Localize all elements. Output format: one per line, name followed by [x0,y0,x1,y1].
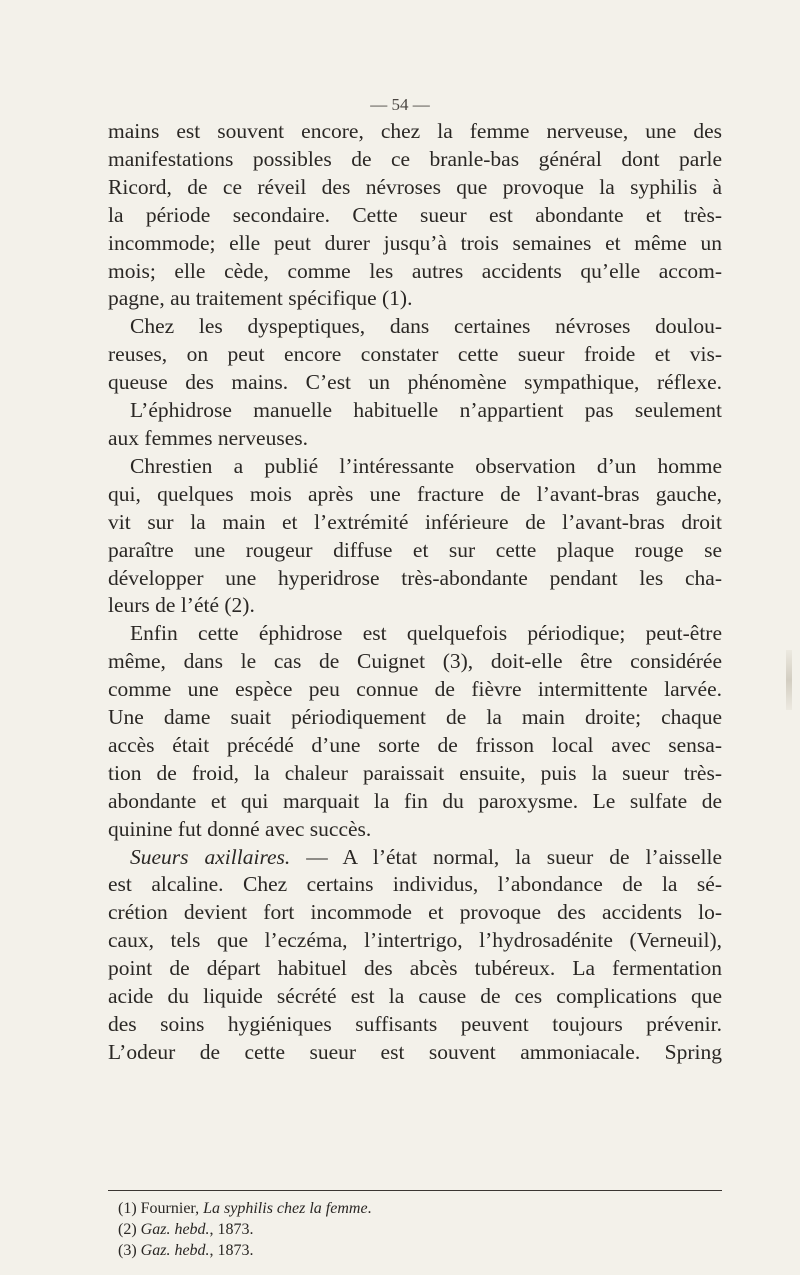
text-line [108,565,722,593]
text-line [108,899,722,927]
footnote [118,1240,718,1261]
text-line [108,202,722,230]
footnote-source: La syphilis chez la femme [203,1200,368,1217]
line-text: vit sur la main et l’extrémité inférieure de l’avant-bras droit [108,509,722,534]
line-text: est alcaline. Chez certains individus, l’abondance de la sé- [108,872,722,897]
text-line [108,927,722,955]
text-line [108,397,722,425]
text-line [108,1039,722,1067]
line-text: incommode; elle peut durer jusqu’à trois semaines et même un [108,230,722,255]
text-line [108,788,722,816]
line-text: mains est souvent encore, chez la femme nerveuse, une des [108,119,722,143]
line-text: crétion devient fort incommode et provoque des accidents lo- [108,900,722,925]
line-text: Ricord, de ce réveil des névroses que provoque la syphilis à [108,174,722,199]
text-line [108,369,722,397]
text-line [108,732,722,760]
page-number: — 54 — [370,95,430,114]
line-text: Enfin cette éphidrose est quelquefois périodique; peut-être [130,621,722,646]
text-line [108,871,722,899]
line-text: Chrestien a publié l’intéressante observation d’un homme [130,453,722,478]
footnote [118,1198,718,1219]
body-text [108,118,722,1067]
line-text: Une dame suait périodiquement de la main droite; chaque [108,705,722,730]
line-text: reuses, on peut encore constater cette sueur froide et vis- [108,342,722,367]
line-text: leurs de l’été (2). [108,593,255,618]
text-line [108,955,722,983]
line-text: queuse des mains. C’est un phénomène sympathique, réflexe. [108,370,722,395]
footnote-tail: . [367,1200,372,1217]
text-line [108,341,722,369]
footnote [118,1219,718,1240]
line-text: tion de froid, la chaleur paraissait ensuite, puis la sueur très- [108,760,722,785]
footnote-marker: (1) Fournier, [118,1200,204,1217]
text-line [108,230,722,258]
text-line [108,816,722,844]
text-line [108,258,722,286]
text-line [108,592,722,620]
line-text: abondante et qui marquait la fin du paroxysme. Le sulfate de [108,788,722,813]
text-line [108,146,722,174]
line-text: accès était précédé d’une sorte de frisson local avec sensa- [108,732,722,757]
text-line [108,481,722,509]
text-line [108,648,722,676]
line-text: Chez les dyspeptiques, dans certaines névroses doulou- [130,314,722,339]
text-line [108,509,722,537]
footnote-marker: (2) [118,1221,141,1238]
line-text: pagne, au traitement spécifique (1). [108,286,413,311]
page-edge-shadow [786,650,792,710]
text-line [108,118,722,146]
text-line [108,313,722,341]
line-text: manifestations possibles de ce branle-bas général dont parle [108,146,722,171]
line-text: L’éphidrose manuelle habituelle n’appartient pas seulement [130,398,722,423]
section-heading: Sueurs axillaires. [130,844,291,869]
text-line [108,620,722,648]
text-line [108,1011,722,1039]
line-text: des soins hygiéniques suffisants peuvent toujours prévenir. [108,1012,722,1036]
line-text: L’odeur de cette sueur est souvent ammoniacale. Spring [108,1039,722,1064]
text-line [108,704,722,732]
line-text: comme une espèce peu connue de fièvre intermittente larvée. [108,677,722,702]
footnote-tail: , 1873. [209,1221,254,1238]
text-line [108,676,722,704]
footnotes [118,1198,718,1261]
text-line [108,983,722,1011]
footnote-rule [108,1190,722,1191]
text-line [108,537,722,565]
line-text: qui, quelques mois après une fracture de l’avant-bras gauche, [108,481,722,506]
footnote-source: Gaz. hebd. [140,1221,210,1238]
text-line [108,174,722,202]
text-line [108,425,722,453]
footnote-tail: , 1873. [209,1242,254,1259]
text-line [108,453,722,481]
footnote-marker: (3) [118,1242,141,1259]
line-text: la période secondaire. Cette sueur est abondante et très- [108,202,722,227]
line-text: caux, tels que l’eczéma, l’intertrigo, l’hydrosadénite (Verneuil), [108,928,722,953]
text-line [108,760,722,788]
line-text: aux femmes nerveuses. [108,425,308,450]
line-text: — A l’état normal, la sueur de l’aisselle [290,844,722,869]
line-text: acide du liquide sécrété est la cause de ces complications que [108,984,722,1009]
text-line [108,844,722,872]
line-text: développer une hyperidrose très-abondante pendant les cha- [108,565,722,590]
line-text: quinine fut donné avec succès. [108,816,372,841]
line-text: paraître une rougeur diffuse et sur cette plaque rouge se [108,537,722,562]
line-text: point de départ habituel des abcès tubéreux. La fermentation [108,956,722,981]
line-text: mois; elle cède, comme les autres accidents qu’elle accom- [108,258,722,283]
text-line [108,285,722,313]
footnote-source: Gaz. hebd. [140,1242,210,1259]
line-text: même, dans le cas de Cuignet (3), doit-elle être considérée [108,649,722,674]
